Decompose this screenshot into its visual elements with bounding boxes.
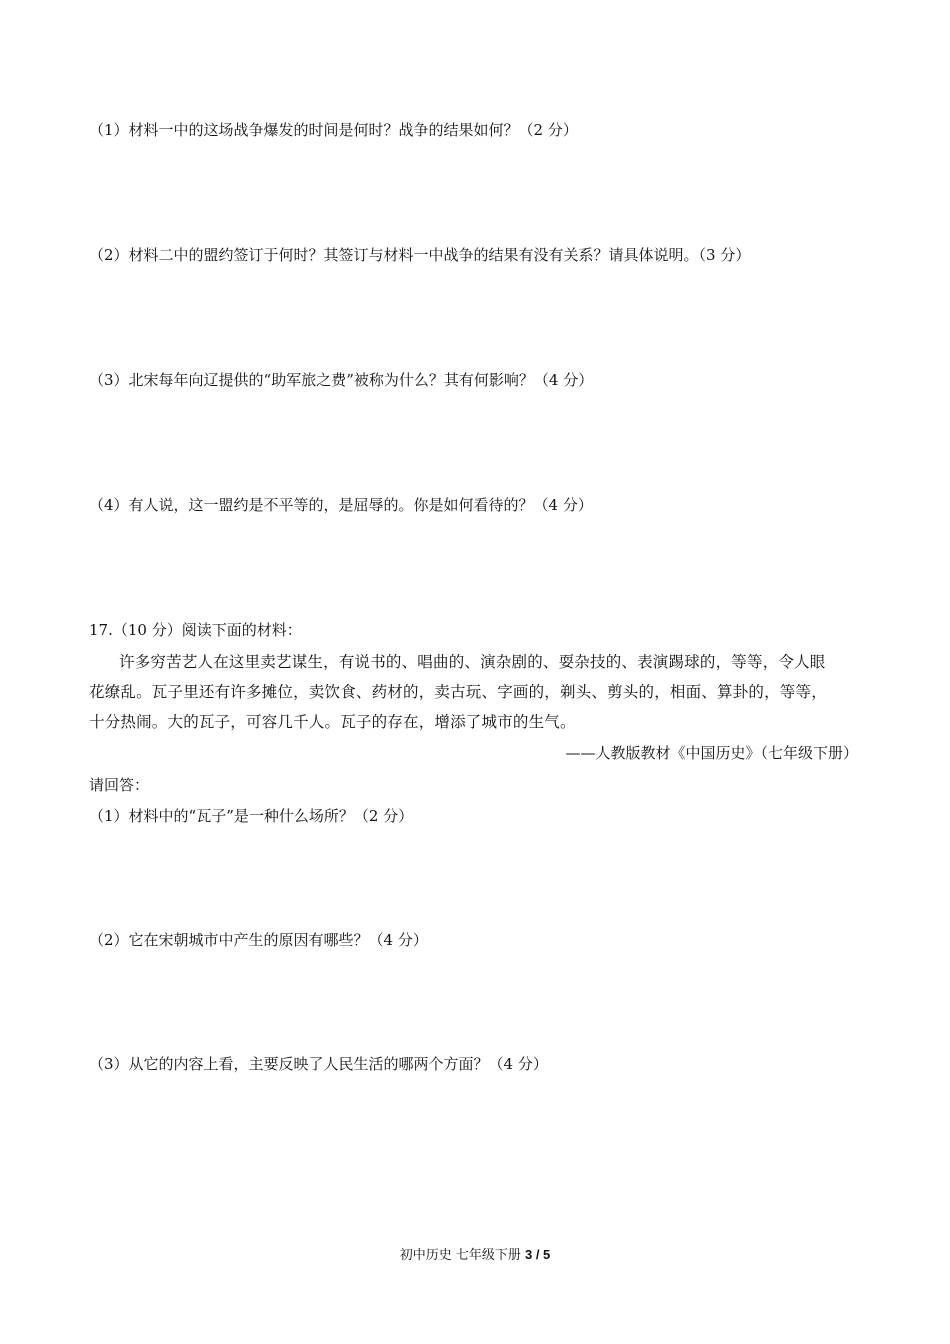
footer-label: 初中历史 七年级下册: [399, 1248, 525, 1263]
question-17-2: （2）它在宋朝城市中产生的原因有哪些？（4 分）: [89, 931, 428, 949]
question-17-heading: 17.（10 分）阅读下面的材料：: [89, 621, 302, 639]
question-16-3: （3）北宋每年向辽提供的“助军旅之费”被称为什么？其有何影响？（4 分）: [89, 371, 594, 389]
page-footer: [0, 1246, 950, 1265]
question-16-2: （2）材料二中的盟约签订于何时？其签订与材料一中战争的结果有没有关系？请具体说明。（3 分）: [89, 246, 751, 264]
material-line-3: 十分热闹。大的瓦子，可容几千人。瓦子的存在，增添了城市的生气。: [89, 713, 576, 731]
page-number: 3 / 5: [524, 1247, 551, 1262]
material-line-1: 许多穷苦艺人在这里卖艺谋生，有说书的、唱曲的、演杂剧的、耍杂技的、表演踢球的，等等，令人眼: [119, 653, 826, 671]
material-source: ——人教版教材《中国历史》（七年级下册）: [565, 744, 858, 762]
question-16-4: （4）有人说，这一盟约是不平等的，是屈辱的。你是如何看待的？（4 分）: [89, 496, 593, 514]
question-17-1: （1）材料中的“瓦子”是一种什么场所？（2 分）: [89, 807, 414, 825]
question-16-1: （1）材料一中的这场战争爆发的时间是何时？战争的结果如何？（2 分）: [89, 121, 578, 139]
answer-prompt: 请回答：: [89, 776, 150, 794]
question-17-3: （3）从它的内容上看，主要反映了人民生活的哪两个方面？（4 分）: [89, 1055, 548, 1073]
material-line-2: 花缭乱。瓦子里还有许多摊位，卖饮食、药材的，卖古玩、字画的，剃头、剪头的，相面、算卦的，等等，: [89, 683, 827, 701]
